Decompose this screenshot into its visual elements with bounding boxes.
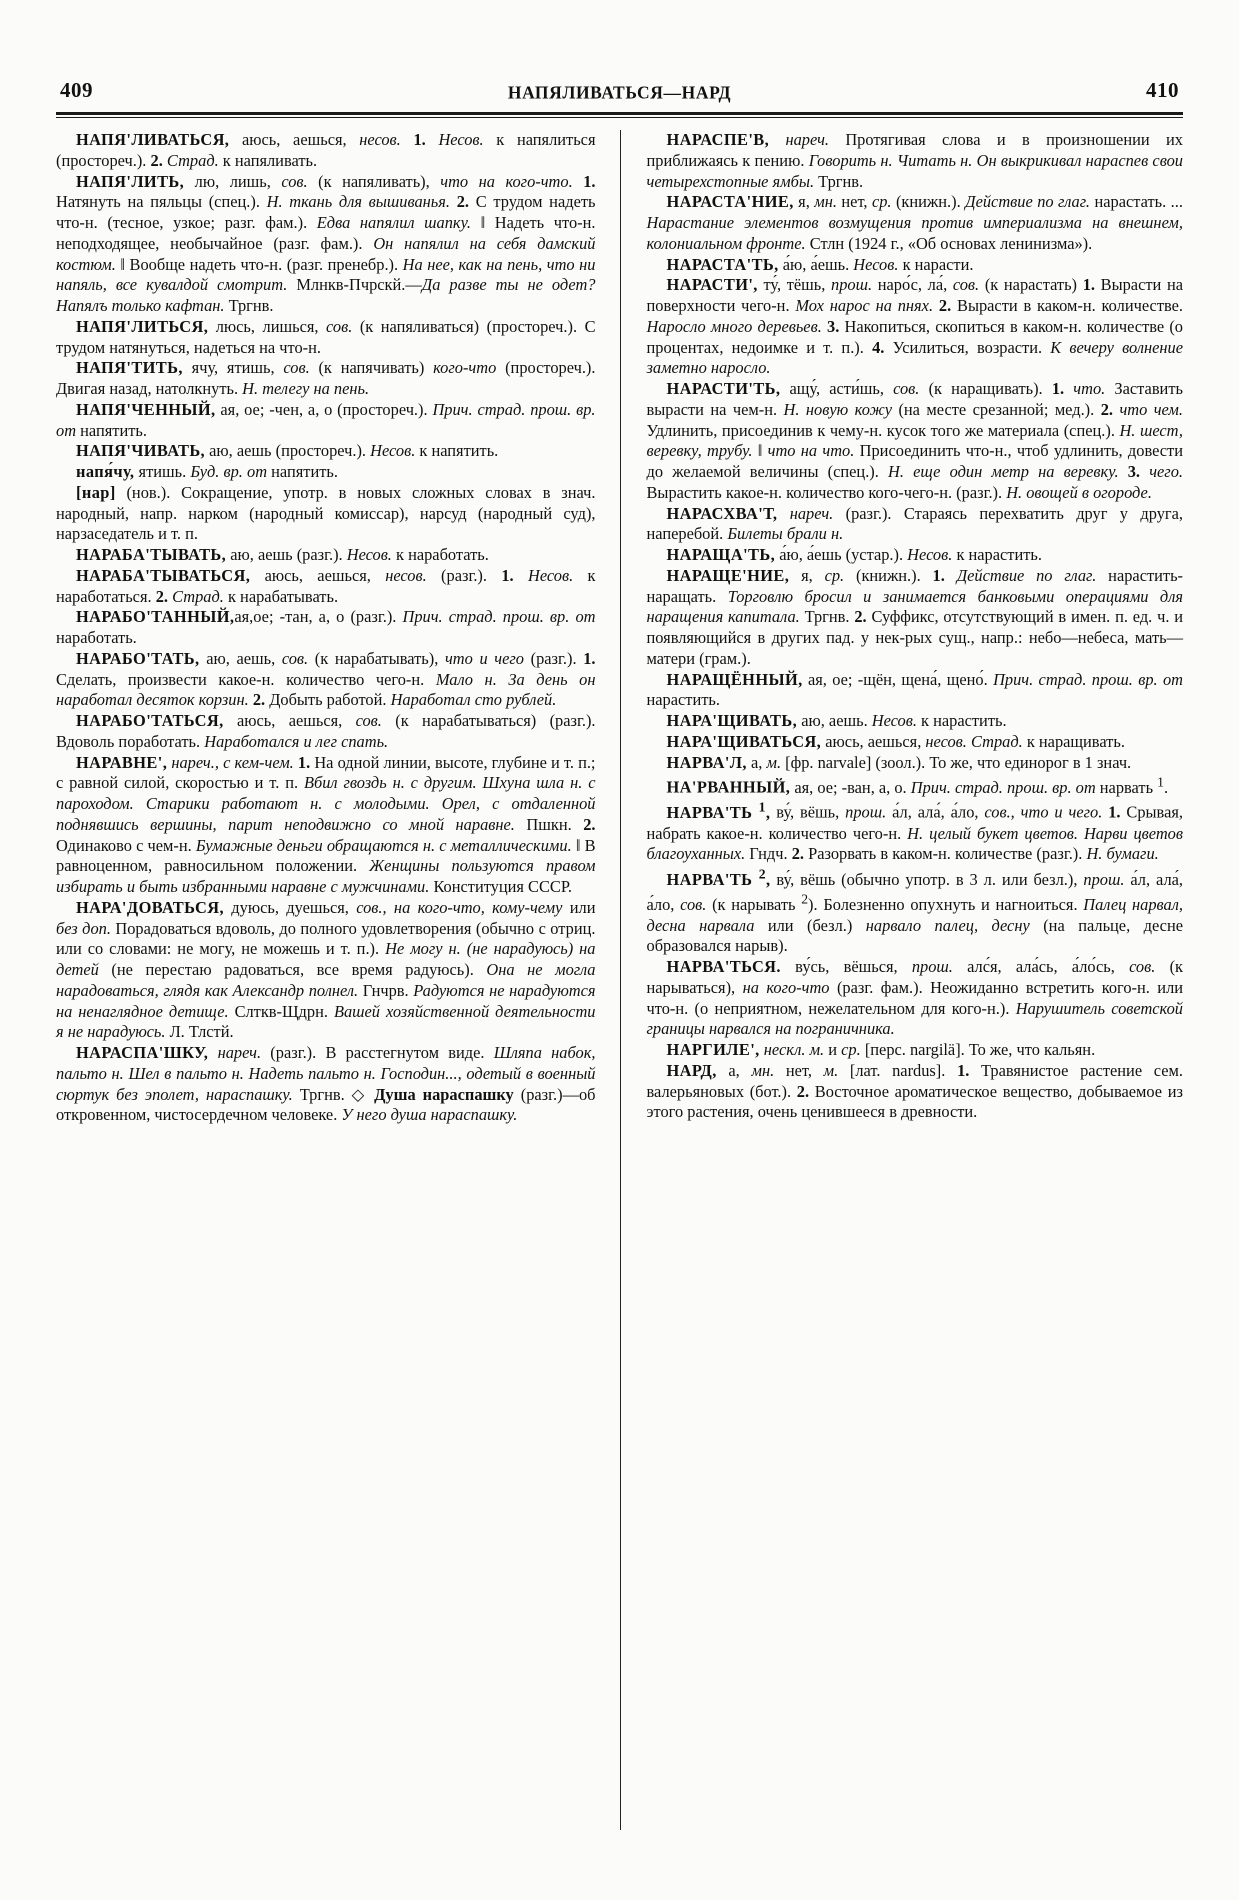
entry-headword: НАПЯ'ЛИВАТЬСЯ, bbox=[76, 130, 230, 149]
dictionary-entry bbox=[56, 649, 596, 711]
dictionary-entry bbox=[56, 400, 596, 442]
dictionary-entry bbox=[647, 566, 1184, 670]
dictionary-entry bbox=[56, 898, 596, 1043]
entry-headword: НАРАБА'ТЫВАТЬ, bbox=[76, 545, 227, 564]
entry-body: аюсь, аешься, несов. 1. Несов. к напялиться (простореч.). 2. Страд. к напяливать. bbox=[56, 130, 596, 170]
entry-body: я, мн. нет, ср. (книжн.). Действие по глаг. нарастать. ... Нарастание элементов возмущения против империализма на внешнем, колониальном фронте. Стлн (1924 г., «Об основах ленинизма»). bbox=[646, 192, 1183, 253]
dictionary-entry bbox=[56, 317, 596, 359]
column-right bbox=[620, 130, 1184, 1830]
entry-body: дуюсь, дуешься, сов., на кого-что, кому-чему или без доп. Порадоваться вдоволь, до полного удовлетворения (обычно с отриц. или со словами: не могу, не можешь и т. п.). Не могу н. (не нарадуюсь) на детей (не перестаю радоваться, все время радуюсь). Она не могла нарадоваться, глядя как Александр полнел. Гнчрв. Радуются не нарадуются на ненаглядное детище. Слткв-Щдрн. Вашей хозяйственной деятельности я не нарадуюсь. Л. Тлстй. bbox=[56, 897, 596, 1042]
dictionary-entry bbox=[647, 379, 1184, 504]
entry-body: нареч. Протягивая слова и в произношении их приближаясь к пению. Говорить н. Читать н. Он выкрикивал нараспев свои четырехстопные ямбы. Тргнв. bbox=[646, 130, 1184, 191]
entry-body: ая, ое; -щён, щена́, щено́. Прич. страд. прош. вр. от нарастить. bbox=[646, 669, 1183, 710]
dictionary-entry bbox=[56, 1043, 596, 1126]
dictionary-entry bbox=[56, 566, 596, 608]
entry-headword: НАРА'ЩИВАТЬ, bbox=[666, 711, 798, 730]
entry-body: я, ср. (книжн.). 1. Действие по глаг. нарастить-наращать. Торговлю бросил и занимается банковыми операциями для наращения капитала. Тргнв. 2. Суффикс, отсутствующий в имен. п. ед. ч. и появляющийся в других пад. у нек-рых сущ., напр.: небо—небеса, мать—матери (грам.). bbox=[646, 565, 1184, 668]
entry-body: ащу́, асти́шь, сов. (к наращивать). 1. что. Заставить вырасти на чем-н. Н. новую кожу (на месте срезанной; мед.). 2. что чем. Удлинить, присоединив к чему-н. кусок того же материала (спец.). Н. шест, веревку, трубу. ǁ что на что. Присоединить что-н., чтоб удлинить, довести до желаемой величины (спец.). Н. еще один метр на веревку. 3. чего. Вырастить какое-н. количество кого-чего-н. (разг.). Н. овощей в огороде. bbox=[646, 379, 1183, 502]
entry-headword: НАРАЩЁННЫЙ, bbox=[666, 669, 803, 689]
entry-body: аюсь, аешься, несов. (разг.). 1. Несов. к наработаться. 2. Страд. к нарабатывать. bbox=[56, 565, 596, 606]
entry-headword: НАРАСТА'НИЕ, bbox=[666, 192, 794, 212]
entry-headword: напя́чу, bbox=[76, 462, 135, 481]
entry-headword: НАПЯ'ЛИТЬ, bbox=[76, 171, 185, 191]
entry-body: ву́сь, вёшься, прош. алс́я, ала́сь, а́ло́сь, сов. (к нарываться), на кого-что (разг. фам.). Неожиданно встретить кого-н. или что-н. (о неприятном, нежелательном для кого-н.). Нарушитель советской границы нарвался на пограничника. bbox=[646, 957, 1184, 1039]
dictionary-entry bbox=[56, 130, 596, 172]
entry-body: ая, ое; -чен, а, о (простореч.). Прич. страд. прош. вр. от напятить. bbox=[56, 399, 596, 440]
entry-headword: НАРГИЛЕ', bbox=[666, 1040, 760, 1060]
dictionary-entry bbox=[647, 798, 1184, 865]
dictionary-entry bbox=[647, 545, 1184, 566]
entry-headword: НАРАЩА'ТЬ, bbox=[666, 545, 776, 564]
entry-body: аю, аешь (разг.). Несов. к наработать. bbox=[226, 545, 489, 564]
header-rule bbox=[56, 112, 1183, 118]
dictionary-entry bbox=[647, 732, 1184, 753]
entry-headword: НАРА'ДОВАТЬСЯ, bbox=[76, 897, 224, 917]
dictionary-entry bbox=[647, 130, 1184, 192]
entry-headword: [нар] bbox=[76, 482, 116, 502]
entry-body: нареч., с кем-чем. 1. На одной линии, высоте, глубине и т. п.; с равной силой, скоростью и т. п. Вбил гвоздь н. с другим. Шхуна шла н. с пароходом. Старики работают н. с молодыми. Орел, с отдаленной поднявшись вершины, парит неподвижно со мной наравне. Пшкн. 2. Одинаково с чем-н. Бумажные деньги обращаются н. с металлическими. ǁ В равноценном, равносильном положении. Женщины пользуются правом избирать и быть избранными наравне с мужчинами. Конституция СССР. bbox=[56, 752, 596, 896]
entry-body: а, м. [фр. narvale] (зоол.). То же, что единорог в 1 знач. bbox=[746, 752, 1132, 772]
entry-headword: НАРВА'ТЬ $^1$, bbox=[666, 799, 771, 822]
entry-body: ятишь. Буд. вр. от напятить. bbox=[134, 462, 338, 481]
folio-right: 410 bbox=[1146, 78, 1179, 102]
entry-body: люсь, лишься, сов. (к напяливаться) (простореч.). С трудом натянуться, надеться на что-н. bbox=[56, 316, 596, 357]
entry-body: нареч. (разг.). В расстегнутом виде. Шляпа набок, пальто н. Шел в пальто н. Надеть пальто н. Господин..., одетый в военный сюртук без эполет, нараспашку. Тргнв. ◇ Душа нараспашку (разг.)—об откровенном, чистосердечном человеке. У него душа нараспашку. bbox=[56, 1043, 596, 1125]
dictionary-entry bbox=[56, 441, 596, 462]
entry-headword: НАРАВНЕ', bbox=[76, 752, 168, 772]
entry-headword: НАРД, bbox=[666, 1060, 717, 1080]
entry-headword: НАРАСХВА'Т, bbox=[666, 503, 778, 523]
dictionary-entry bbox=[647, 275, 1184, 379]
entry-body: аюсь, аешься, несов. Страд. к наращивать. bbox=[821, 731, 1125, 751]
entry-body: ту́, тёшь, прош. наро́с, ла́, сов. (к нарастать) 1. Вырасти на поверхности чего-н. Мох нарос на пнях. 2. Вырасти в каком-н. количестве. Наросло много деревьев. 3. Накопиться, скопиться в каком-н. количестве (о процентах, недоимке и т. п.). 4. Усилиться, возрасти. К вечеру волнение заметно наросло. bbox=[646, 275, 1183, 378]
entry-headword: НАПЯ'ЛИТЬСЯ, bbox=[76, 316, 209, 336]
dictionary-entry bbox=[647, 957, 1184, 1040]
entry-headword: НАРАБА'ТЫВАТЬСЯ, bbox=[76, 565, 251, 585]
entry-headword: НАПЯ'ЧЕННЫЙ, bbox=[76, 399, 216, 419]
entry-body: а, мн. нет, м. [лат. nardus]. 1. Травянистое растение сем. валерьяновых (бот.). 2. Восточное ароматическое вещество, добываемое из этого растения, очень ценившееся в древности. bbox=[646, 1060, 1184, 1122]
entry-body: ячу, ятишь, сов. (к напячивать) кого-что (простореч.). Двигая назад, натолкнуть. Н. телегу на пень. bbox=[56, 358, 596, 398]
dictionary-entry bbox=[56, 607, 596, 649]
page-header bbox=[56, 78, 1183, 107]
dictionary-entry bbox=[56, 358, 596, 400]
entry-headword: НАРВА'ТЬ $^2$, bbox=[666, 866, 771, 889]
entry-headword: НАРАСПА'ШКУ, bbox=[76, 1043, 209, 1062]
entry-body: лю, лишь, сов. (к напяливать), что на кого-что. 1. Натянуть на пяльцы (спец.). Н. ткань для вышиванья. 2. С трудом надеть что-н. (тесное, узкое; разг. фам.). Едва напялил шапку. ǁ Надеть что-н. неподходящее, необычайное (разг. фам.). Он напялил на себя дамский костюм. ǁ Вообще надеть что-н. (разг. пренебр.). На нее, как на пень, что ни напяль, все кувалдой смотрит. Млнкв-Пчрскй.—Да разве ты не одет? Напялъ только кафтан. Тргнв. bbox=[56, 171, 596, 315]
dictionary-entry bbox=[647, 670, 1184, 712]
dictionary-entry bbox=[56, 711, 596, 753]
dictionary-entry bbox=[647, 711, 1184, 732]
entry-body: аю, аешь (простореч.). Несов. к напятить. bbox=[205, 441, 499, 461]
running-head: НАПЯЛИВАТЬСЯ—НАРД bbox=[507, 81, 732, 103]
entry-headword: НАРАБО'ТАТЬСЯ, bbox=[76, 711, 224, 730]
entry-body: аюсь, аешься, сов. (к нарабатываться) (разг.). Вдоволь поработать. Наработался и лег спать. bbox=[56, 711, 596, 751]
entry-body: ая,ое; -тан, а, о (разг.). Прич. страд. прош. вр. от наработать. bbox=[56, 607, 596, 647]
dictionary-entry bbox=[56, 545, 596, 566]
entry-headword: НАРАСТИ', bbox=[666, 275, 758, 295]
entry-body: а́ю, а́ешь (устар.). Несов. к нарастить. bbox=[775, 545, 1042, 564]
entry-headword: НАРАБО'ТАННЫЙ, bbox=[76, 607, 235, 627]
dictionary-entry bbox=[647, 255, 1184, 276]
entry-headword: НАПЯ'ТИТЬ, bbox=[76, 358, 183, 378]
entry-body: аю, аешь. Несов. к нарастить. bbox=[797, 711, 1007, 730]
entry-body: а́ю, а́ешь. Несов. к нарасти. bbox=[778, 254, 974, 274]
dictionary-entry bbox=[647, 865, 1184, 957]
entry-body: ву́, вёшь, прош. а́л, ала́, а́ло, сов., что и чего. 1. Срывая, набрать какое-н. количество чего-н. Н. целый букет цветов. Нарви цветов благоуханных. Гндч. 2. Разорвать в каком-н. количестве (разг.). Н. бумаги. bbox=[646, 802, 1183, 864]
entry-headword: НАРА'ЩИВАТЬСЯ, bbox=[666, 731, 822, 751]
dictionary-entry bbox=[647, 753, 1184, 774]
entry-headword: НА'РВАННЫЙ, bbox=[666, 777, 791, 797]
dictionary-entry bbox=[647, 192, 1184, 254]
entry-body: (нов.). Сокращение, употр. в новых сложных словах в знач. народный, напр. нарком (народный комиссар), нарсуд (народный суд), нарзаседатель и т. п. bbox=[56, 482, 596, 544]
entry-body: нареч. (разг.). Стараясь перехватить друг у друга, наперебой. Билеты брали н. bbox=[646, 503, 1183, 544]
entry-headword: НАРВА'ТЬСЯ. bbox=[666, 957, 781, 977]
folio-left: 409 bbox=[60, 78, 93, 102]
dictionary-entry bbox=[56, 462, 596, 483]
entry-headword: НАПЯ'ЧИВАТЬ, bbox=[76, 441, 206, 461]
entry-headword: НАРАСТИ'ТЬ, bbox=[666, 379, 781, 398]
dictionary-entry bbox=[56, 483, 596, 545]
entry-headword: НАРВА'Л, bbox=[666, 752, 747, 772]
dictionary-entry bbox=[647, 1061, 1184, 1123]
entry-headword: НАРАБО'ТАТЬ, bbox=[76, 648, 200, 668]
dictionary-entry bbox=[56, 172, 596, 317]
entry-headword: НАРАЩЕ'НИЕ, bbox=[666, 565, 790, 585]
entry-body: ая, ое; -ван, а, о. Прич. страд. прош. вр. от нарвать $^1$. bbox=[790, 774, 1169, 797]
dictionary-entry bbox=[647, 504, 1184, 546]
entry-body: ву́, вёшь (обычно употр. в 3 л. или безл.), прош. а́л, ала́, а́ло, сов. (к нарывать $^2$). Болезненно опухнуть и нагноиться. Палец нарвал, десна нарвала или (безл.) нарвало палец, десну (на пальце, десне образовался нарыв). bbox=[646, 869, 1183, 956]
dictionary-entry bbox=[56, 753, 596, 898]
entry-body: аю, аешь, сов. (к нарабатывать), что и чего (разг.). 1. Сделать, произвести какое-н. количество чего-н. Мало н. За день он наработал десяток корзин. 2. Добыть работой. Наработал сто рублей. bbox=[56, 648, 596, 710]
entry-body: нескл. м. и ср. [перс. nargilä]. То же, что кальян. bbox=[763, 1040, 1096, 1060]
entry-headword: НАРАСПЕ'В, bbox=[666, 130, 770, 149]
column-left bbox=[56, 130, 620, 1830]
dictionary-entry bbox=[647, 1040, 1184, 1061]
columns-container bbox=[56, 130, 1183, 1830]
entry-headword: НАРАСТА'ТЬ, bbox=[666, 254, 779, 274]
dictionary-entry bbox=[647, 773, 1184, 798]
